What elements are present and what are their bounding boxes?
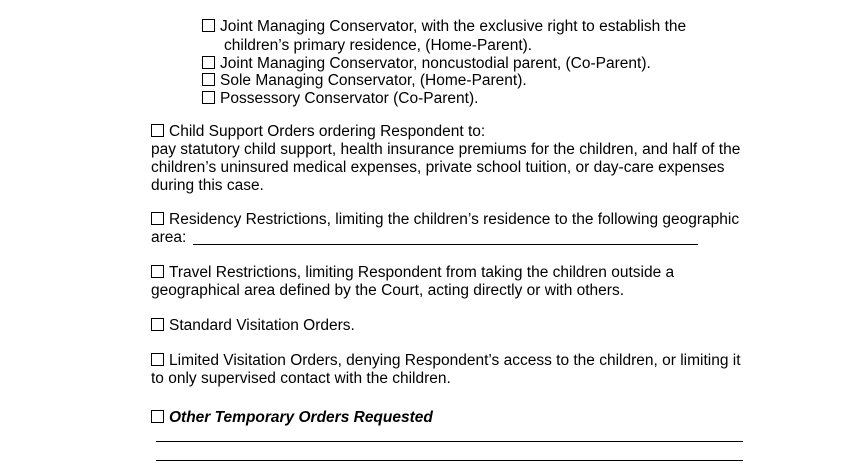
joint-managing-exclusive-label-cont: children’s primary residence, (Home-Parent).	[224, 37, 533, 54]
other-orders-field-2[interactable]	[156, 460, 743, 461]
standard-visitation-option	[151, 317, 355, 335]
child-support-text-line4: during this case.	[151, 177, 264, 194]
conservator-option-sole	[202, 72, 527, 90]
conservator-option-possessory	[202, 90, 478, 108]
sole-managing-checkbox[interactable]	[202, 73, 215, 86]
child-support-checkbox[interactable]	[151, 124, 164, 137]
other-orders-option	[151, 409, 433, 427]
joint-managing-noncustodial-label: Joint Managing Conservator, noncustodial parent, (Co-Parent).	[220, 55, 651, 72]
possessory-checkbox[interactable]	[202, 91, 215, 104]
other-orders-checkbox[interactable]	[151, 410, 164, 423]
limited-visitation-text-line2: to only supervised contact with the children.	[151, 370, 451, 387]
child-support-label: Child Support Orders ordering Respondent to:	[169, 123, 486, 140]
other-orders-field-1[interactable]	[156, 441, 743, 442]
travel-option	[151, 264, 674, 282]
standard-visitation-label: Standard Visitation Orders.	[169, 317, 355, 334]
residency-area-field[interactable]	[193, 244, 698, 245]
possessory-label: Possessory Conservator (Co-Parent).	[220, 90, 479, 107]
conservator-option-joint-noncustodial	[202, 55, 651, 73]
residency-option	[151, 211, 739, 229]
child-support-text-line3: children’s uninsured medical expenses, private school tuition, or day-care expenses	[151, 159, 725, 176]
residency-checkbox[interactable]	[151, 212, 164, 225]
residency-area-label: area:	[151, 229, 187, 246]
limited-visitation-label: Limited Visitation Orders, denying Respondent’s access to the children, or limiting it	[169, 352, 741, 369]
travel-checkbox[interactable]	[151, 265, 164, 278]
limited-visitation-checkbox[interactable]	[151, 353, 164, 366]
limited-visitation-option	[151, 352, 741, 370]
child-support-option	[151, 123, 485, 141]
joint-managing-noncustodial-checkbox[interactable]	[202, 56, 215, 69]
joint-managing-exclusive-label: Joint Managing Conservator, with the exclusive right to establish the	[220, 18, 687, 35]
child-support-text-line2: pay statutory child support, health insurance premiums for the children, and half of the	[151, 141, 741, 158]
joint-managing-exclusive-checkbox[interactable]	[202, 19, 215, 32]
residency-label: Residency Restrictions, limiting the children’s residence to the following geographic	[169, 211, 740, 228]
travel-label: Travel Restrictions, limiting Respondent from taking the children outside a	[169, 264, 675, 281]
travel-text-line2: geographical area defined by the Court, acting directly or with others.	[151, 282, 625, 299]
other-orders-label: Other Temporary Orders Requested	[169, 409, 433, 426]
standard-visitation-checkbox[interactable]	[151, 318, 164, 331]
conservator-option-joint-exclusive	[202, 18, 686, 36]
sole-managing-label: Sole Managing Conservator, (Home-Parent).	[220, 72, 527, 89]
